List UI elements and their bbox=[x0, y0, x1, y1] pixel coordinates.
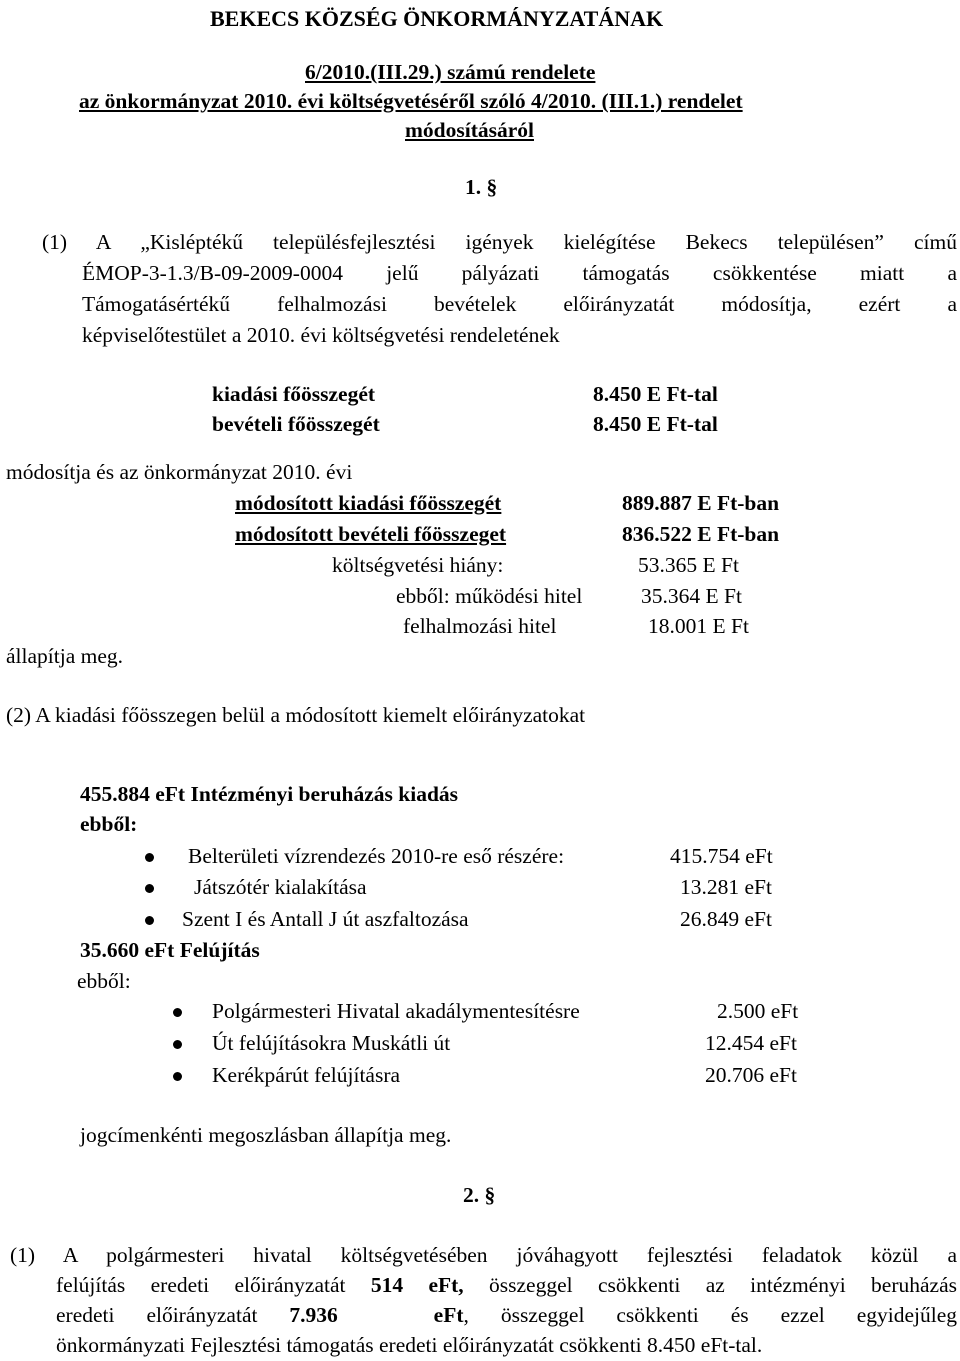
modifies-text: módosítja és az önkormányzat 2010. évi bbox=[6, 460, 353, 484]
section2-line3-bold2: eFt bbox=[433, 1303, 464, 1327]
total-value-revenue: 8.450 E Ft-tal bbox=[593, 412, 718, 436]
investment-item-2-label: Játszótér kialakítása bbox=[194, 875, 367, 899]
para1-line4: képviselőtestület a 2010. évi költségvetési rendeletének bbox=[82, 323, 560, 347]
total-label-expense: kiadási főösszegét bbox=[212, 382, 376, 406]
renovation-heading: 35.660 eFt Felújítás bbox=[80, 938, 260, 962]
para1-line3: Támogatásértékű felhalmozási bevételek előirányzatát módosítja, ezért a bbox=[82, 292, 957, 316]
modified-expense-label: módosított kiadási főösszegét bbox=[235, 491, 502, 515]
decree-number: 6/2010.(III.29.) számú rendelete bbox=[305, 60, 596, 84]
renovation-item-3-value: 20.706 eFt bbox=[705, 1063, 797, 1087]
bullet-icon bbox=[173, 1072, 182, 1081]
decree-subject-line1: az önkormányzat 2010. évi költségvetéséről szóló 4/2010. (III.1.) rendelet bbox=[79, 89, 743, 113]
investment-of-which: ebből: bbox=[80, 812, 138, 836]
section2-line3-bold1: 7.936 bbox=[289, 1303, 338, 1327]
para1-line1: (1) A „Kisléptékű településfejlesztési igények kielégítése Bekecs településen” című bbox=[42, 230, 957, 254]
total-value-expense: 8.450 E Ft-tal bbox=[593, 382, 718, 406]
modified-expense-value: 889.887 E Ft-ban bbox=[622, 491, 780, 515]
para2-text: (2) A kiadási főösszegen belül a módosított kiemelt előirányzatokat bbox=[6, 703, 586, 727]
decree-subject-line2: módosításáról bbox=[405, 118, 534, 142]
section-2-heading: 2. § bbox=[463, 1183, 496, 1207]
para1-line2: ÉMOP-3-1.3/B-09-2009-0004 jelű pályázati támogatás csökkentése miatt a bbox=[82, 261, 957, 285]
section2-line3 bbox=[56, 1303, 957, 1329]
section2-line4: önkormányzati Fejlesztési támogatás eredeti előirányzatát csökkenti 8.450 eFt-tal. bbox=[56, 1333, 763, 1357]
document-title: BEKECS KÖZSÉG ÖNKORMÁNYZATÁNAK bbox=[210, 6, 664, 31]
renovation-item-1-label: Polgármesteri Hivatal akadálymentesítésre bbox=[212, 999, 580, 1023]
deficit-value: 53.365 E Ft bbox=[638, 553, 739, 577]
closing-text: jogcímenkénti megoszlásban állapítja meg. bbox=[80, 1123, 452, 1147]
deficit-label: költségvetési hiány: bbox=[332, 553, 504, 577]
renovation-item-2-value: 12.454 eFt bbox=[705, 1031, 797, 1055]
section2-line2 bbox=[56, 1273, 957, 1299]
bullet-icon bbox=[173, 1040, 182, 1049]
bullet-icon bbox=[145, 884, 154, 893]
section-1-heading: 1. § bbox=[465, 175, 498, 199]
bullet-icon bbox=[145, 853, 154, 862]
investment-heading: 455.884 eFt Intézményi beruházás kiadás bbox=[80, 782, 459, 806]
capital-credit-label: felhalmozási hitel bbox=[403, 614, 557, 638]
establishes-text: állapítja meg. bbox=[6, 644, 124, 668]
investment-item-3-label: Szent I és Antall J út aszfaltozása bbox=[182, 907, 469, 931]
operating-credit-value: 35.364 E Ft bbox=[641, 584, 742, 608]
investment-item-1-value: 415.754 eFt bbox=[670, 844, 773, 868]
section2-line3-post: , összeggel csökkenti és ezzel egyidejűleg bbox=[463, 1303, 958, 1327]
bullet-icon bbox=[145, 916, 154, 925]
modified-revenue-row bbox=[235, 522, 813, 548]
modified-revenue-label: módosított bevételi főösszeget bbox=[235, 522, 507, 546]
investment-item-3-value: 26.849 eFt bbox=[680, 907, 772, 931]
section2-line3-pre: eredeti előirányzatát bbox=[56, 1303, 290, 1327]
renovation-item-1-value: 2.500 eFt bbox=[717, 999, 799, 1023]
section2-line2-pre: felújítás eredeti előirányzatát bbox=[56, 1273, 371, 1297]
modified-revenue-value: 836.522 E Ft-ban bbox=[622, 522, 780, 546]
section2-line2-post: összeggel csökkenti az intézményi beruházás bbox=[463, 1273, 957, 1297]
capital-credit-value: 18.001 E Ft bbox=[648, 614, 749, 638]
operating-credit-label: ebből: működési hitel bbox=[396, 584, 583, 608]
investment-item-1-label: Belterületi vízrendezés 2010-re eső részére: bbox=[188, 844, 565, 868]
renovation-item-2-label: Út felújításokra Muskátli út bbox=[212, 1031, 451, 1055]
renovation-item-3-label: Kerékpárút felújításra bbox=[212, 1063, 401, 1087]
investment-item-2-value: 13.281 eFt bbox=[680, 875, 772, 899]
renovation-of-which: ebből: bbox=[77, 969, 131, 993]
section2-line1: (1) A polgármesteri hivatal költségvetésében jóváhagyott fejlesztési feladatok közül a bbox=[10, 1243, 957, 1267]
bullet-icon bbox=[173, 1008, 182, 1017]
total-label-revenue: bevételi főösszegét bbox=[212, 412, 380, 436]
section2-line2-bold: 514 eFt, bbox=[370, 1273, 464, 1297]
